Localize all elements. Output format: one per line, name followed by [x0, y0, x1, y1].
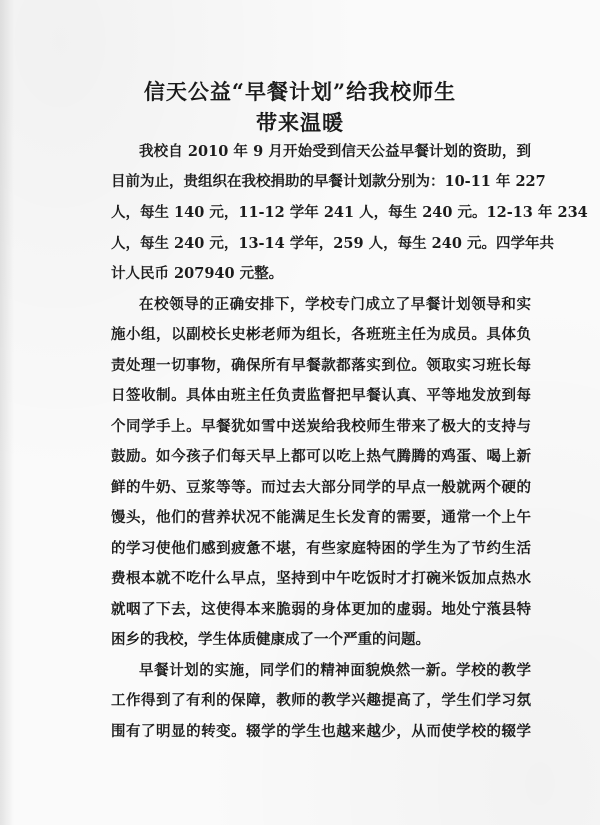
paragraph-3-line-2: 工作得到了有利的保障，教师的教学兴趣提高了，学生们学习氛 — [111, 692, 531, 709]
document-title-line-2: 带来温暖 — [256, 110, 344, 135]
paragraph-1-line-4: 人，每生 240 元，13-14 学年，259 人，每生 240 元。四学年共 — [111, 235, 554, 252]
paragraph-2-line-2: 施小组，以副校长史彬老师为组长，各班班主任为成员。具体负 — [111, 326, 531, 343]
paragraph-2-line-5: 个同学手上。早餐犹如雪中送炭给我校师生带来了极大的支持与 — [111, 418, 531, 435]
paragraph-1-line-3: 人，每生 140 元，11-12 学年 241 人，每生 240 元。12-13 年 234 — [111, 204, 588, 221]
paragraph-1-line-1: 我校自 2010 年 9 月开始受到信天公益早餐计划的资助，到 — [139, 143, 531, 160]
paragraph-3-line-1: 早餐计划的实施，同学们的精神面貌焕然一新。学校的教学 — [139, 662, 531, 679]
paragraph-2-line-1: 在校领导的正确安排下，学校专门成立了早餐计划领导和实 — [139, 296, 531, 313]
paragraph-2-line-4: 日签收制。具体由班主任负责监督把早餐认真、平等地发放到每 — [111, 387, 531, 404]
document-title-line-1: 信天公益“早餐计划”给我校师生 — [143, 79, 457, 104]
paragraph-2-line-9: 的学习使他们感到疲惫不堪，有些家庭特困的学生为了节约生活 — [111, 540, 531, 557]
paragraph-2-line-12: 困乡的我校，学生体质健康成了一个严重的问题。 — [111, 631, 430, 648]
paragraph-2-line-8: 馒头，他们的营养状况不能满足生长发育的需要，通常一个上午 — [111, 509, 531, 526]
paragraph-2-line-10: 费根本就不吃什么早点，坚持到中午吃饭时才打碗米饭加点热水 — [111, 570, 531, 587]
paragraph-2-line-7: 鲜的牛奶、豆浆等等。而过去大部分同学的早点一般就两个硬的 — [111, 479, 531, 496]
paragraph-3-line-3: 围有了明显的转变。辍学的学生也越来越少，从而使学校的辍学 — [111, 723, 531, 740]
paragraph-2-line-3: 责处理一切事物，确保所有早餐款都落实到位。领取实习班长每 — [111, 357, 531, 374]
paragraph-2-line-11: 就咽了下去，这使得本来脆弱的身体更加的虚弱。地处宁蒗县特 — [111, 601, 531, 618]
paragraph-1-line-2: 目前为止，贵组织在我校捐助的早餐计划款分别为：10-11 年 227 — [111, 173, 546, 190]
paragraph-2-line-6: 鼓励。如今孩子们每天早上都可以吃上热气腾腾的鸡蛋、喝上新 — [111, 448, 531, 465]
paragraph-1-line-5: 计人民币 207940 元整。 — [111, 265, 284, 282]
